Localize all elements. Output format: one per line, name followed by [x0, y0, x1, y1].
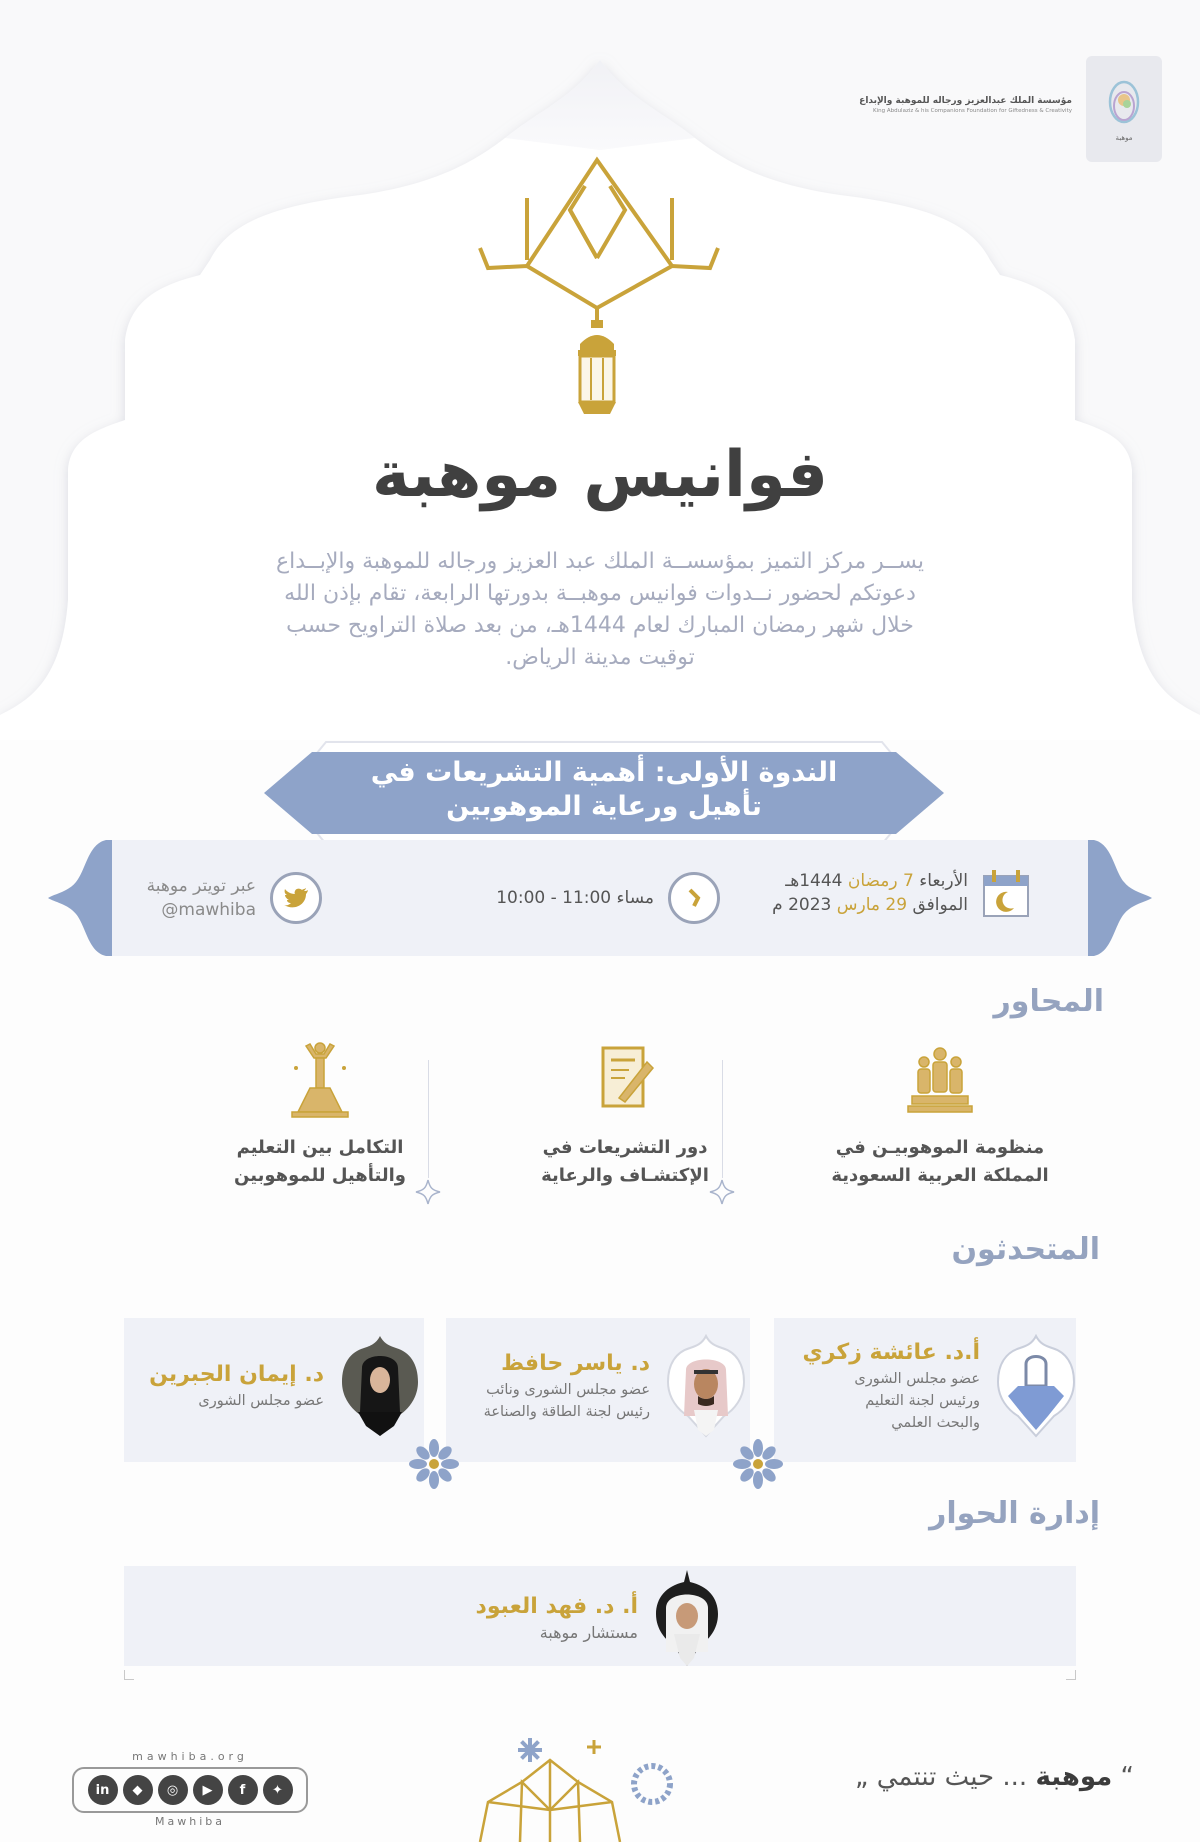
speaker-role-line: ورئيس لجنة التعليم	[865, 1393, 980, 1409]
page-title: فوانيس موهبة	[372, 438, 828, 512]
avatar-placeholder-icon	[994, 1334, 1078, 1438]
social-links	[72, 1750, 308, 1830]
hijri-year: 1444هـ	[785, 871, 843, 891]
speaker-role-line: عضو مجلس الشورى	[854, 1371, 980, 1387]
moderator-role: مستشار موهبة	[539, 1623, 638, 1642]
speaker-role-line: عضو مجلس الشورى ونائب	[486, 1382, 650, 1398]
moderator-item	[476, 1568, 722, 1668]
speaker-item	[484, 1334, 748, 1438]
moderator-name: أ. د. فهد العبود	[475, 1594, 638, 1619]
speaker-role-line: والبحث العلمي	[891, 1415, 980, 1431]
speaker-item	[803, 1334, 1078, 1438]
speaker-role-line: رئيس لجنة الطاقة والصناعة	[483, 1404, 650, 1420]
moderator-photo	[652, 1568, 722, 1668]
speaker-name: د. ياسر حافظ	[501, 1351, 650, 1376]
topic-item	[495, 1040, 755, 1190]
topic-item	[190, 1040, 450, 1190]
speaker-photo	[338, 1334, 422, 1438]
topic-label-line-2: المملكة العربية السعودية	[831, 1165, 1049, 1186]
mawhiba-logo	[1086, 56, 1162, 162]
youtube-icon[interactable]: ▶	[193, 1775, 223, 1805]
speaker-text	[149, 1360, 324, 1412]
event-info-bar	[48, 840, 1152, 956]
session-title	[314, 756, 894, 824]
slogan-brand: موهبة	[1035, 1762, 1113, 1792]
logo-mark-icon	[1102, 76, 1146, 128]
topic-label	[495, 1134, 755, 1190]
event-time	[496, 872, 720, 924]
event-time-text	[496, 886, 654, 910]
flower-ornament-icon	[730, 1436, 786, 1492]
speaker-name: أ.د. عائشة زكري	[802, 1340, 980, 1365]
day-label: الأربعاء	[919, 871, 968, 891]
time-range: 10:00 - 11:00	[496, 888, 612, 908]
footer-ornament-icon	[460, 1730, 700, 1842]
channel-handle: @mawhiba	[161, 900, 256, 920]
social-icons-row	[72, 1767, 308, 1813]
topic-label-line-2: والتأهيل للموهوبين	[234, 1165, 406, 1186]
lantern-ornament-icon	[460, 148, 740, 420]
channel-text	[147, 874, 256, 922]
topic-label-line-1: التكامل بين التعليم	[236, 1137, 404, 1158]
corner-mark	[124, 1670, 134, 1680]
flower-ornament-icon	[406, 1436, 462, 1492]
social-handle: Mawhiba	[155, 1815, 225, 1828]
speaker-photo	[664, 1334, 748, 1438]
hijri-day: 7 رمضان	[847, 871, 914, 891]
moderator-text	[476, 1592, 638, 1644]
corner-mark	[1066, 1670, 1076, 1680]
gregorian-year: 2023 م	[772, 895, 832, 915]
linkedin-icon[interactable]: in	[88, 1775, 118, 1805]
topic-label-line-2: الإكتشـاف والرعاية	[541, 1165, 709, 1186]
channel-label: عبر تويتر موهبة	[146, 876, 256, 896]
time-suffix: مساء	[616, 888, 654, 908]
speakers-heading: المتحدثون	[951, 1232, 1100, 1267]
org-name-english: King Abdulaziz & his Companions Foundation for Giftedness & Creativity	[872, 108, 1072, 114]
document-pen-icon	[585, 1040, 665, 1120]
twitter-icon	[270, 872, 322, 924]
trophy-figure-icon	[280, 1040, 360, 1120]
session-title-line-1: الندوة الأولى: أهمية التشريعات في	[370, 757, 838, 788]
speaker-item	[149, 1334, 422, 1438]
topic-label-line-1: منظومة الموهوبيـن في	[835, 1137, 1045, 1158]
topics-heading: المحاور	[993, 984, 1104, 1019]
gregorian-day: 29 مارس	[836, 895, 908, 915]
logo-label: موهبة	[1115, 134, 1133, 142]
speaker-text	[484, 1349, 650, 1423]
left-cap-ornament	[48, 840, 112, 956]
event-date	[772, 868, 1030, 918]
topic-item	[810, 1040, 1070, 1190]
people-podium-icon	[900, 1040, 980, 1120]
topic-label-line-1: دور التشريعات في	[542, 1137, 708, 1158]
speaker-role-line: عضو مجلس الشورى	[198, 1393, 324, 1409]
event-date-text	[772, 869, 968, 917]
website-link[interactable]: mawhiba.org	[132, 1750, 248, 1763]
org-name-arabic: مؤسسة الملك عبدالعزيز ورجاله للموهبة والإبداع	[859, 96, 1072, 106]
slogan	[855, 1762, 1134, 1792]
org-name	[859, 96, 1072, 114]
calendar-moon-icon	[982, 868, 1030, 918]
session-banner	[254, 738, 954, 848]
facebook-icon[interactable]: f	[228, 1775, 258, 1805]
twitter-channel-link[interactable]	[147, 872, 322, 924]
quote-open: “	[1120, 1762, 1134, 1792]
slogan-text: ... حيث تنتمي	[876, 1762, 1036, 1792]
moderator-heading: إدارة الحوار	[929, 1496, 1100, 1531]
quote-close: „	[855, 1762, 869, 1792]
speaker-name: د. إيمان الجبرين	[149, 1362, 324, 1387]
clock-icon	[668, 872, 720, 924]
speaker-text	[803, 1338, 980, 1434]
right-cap-ornament	[1088, 840, 1152, 956]
session-title-line-2: تأهيل ورعاية الموهوبين	[446, 791, 762, 822]
topic-label	[810, 1134, 1070, 1190]
twitter-icon[interactable]: ✦	[263, 1775, 293, 1805]
snapchat-icon[interactable]: ◆	[123, 1775, 153, 1805]
intro-paragraph: يســر مركز التميز بمؤسســة الملك عبد العزيز ورجاله للموهبة والإبــداع دعوتكم لحضور نــدوات فوانيس موهبــة بدورتها الرابعة، تقام بإذن الله خلال شهر رمضان المبارك لعام 1444هـ، من بعد صلاة التراويح حسب توقيت مدينة الرياض.	[276, 549, 924, 670]
gregorian-label: الموافق	[912, 895, 968, 915]
instagram-icon[interactable]: ◎	[158, 1775, 188, 1805]
topic-label	[190, 1134, 450, 1190]
